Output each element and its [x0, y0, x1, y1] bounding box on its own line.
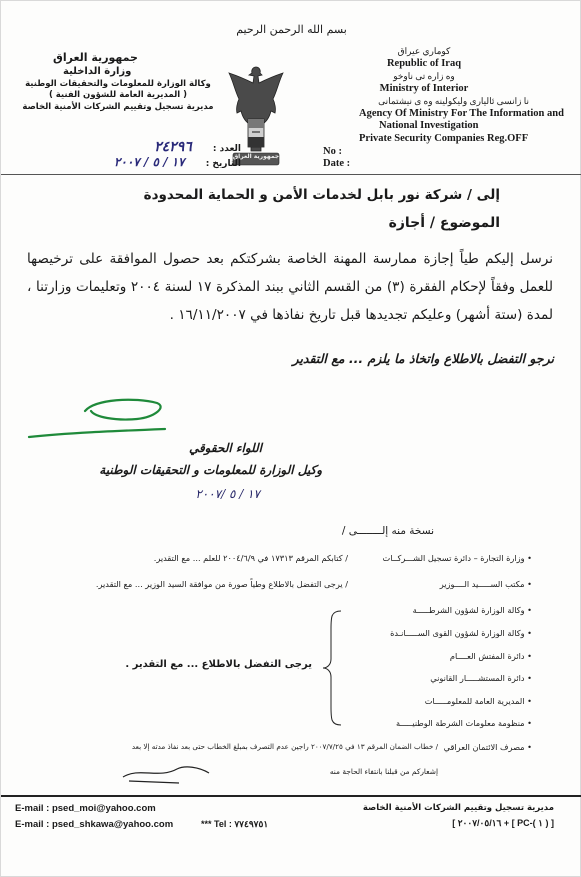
- directorate-en: Private Security Companies Reg.OFF: [359, 132, 529, 144]
- date-value: ١٧ / ٥ / ٢٠٠٧: [113, 155, 185, 169]
- recipient-line: إلى / شركة نور بابل لخدمات الأمن و الحماية المحدودة: [143, 187, 500, 203]
- basmala: بسم الله الرحمن الرحيم: [236, 23, 347, 36]
- agency-en-line2: National Investigation: [379, 120, 479, 131]
- footer-directorate: مديرية تسجيل وتقييم الشركات الأمنية الخاصة: [362, 803, 554, 813]
- dist-item-commerce: • وزارة التجارة – دائرة تسجيل الشـــركــات: [382, 553, 532, 563]
- copy-to-heading: نسخة منه إلــــــــى /: [341, 525, 434, 537]
- email-2: E-mail : psed_shkawa@yahoo.com: [15, 819, 174, 830]
- signer-title: وكيل الوزارة للمعلومات و التحقيقات الوطنية: [99, 463, 322, 477]
- email-1: E-mail : psed_moi@yahoo.com: [15, 803, 156, 814]
- subject-line: الموضوع / أجازة: [388, 215, 500, 231]
- dist-item-national-police-info: • منظومة معلومات الشرطة الوطنيـــــة: [395, 718, 532, 728]
- ministry-en: Ministry of Interior: [379, 82, 469, 94]
- arabic-header: [13, 51, 223, 112]
- closing-line: نرجو التفضل بالاطلاع واتخاذ ما يلزم ... مع التقدير: [292, 351, 554, 366]
- english-header: [359, 45, 569, 145]
- emblem-caption: جمهورية العراق: [232, 153, 280, 160]
- kurdish-ministry: وه زاره تى ناوخو: [393, 71, 455, 81]
- date-row: [13, 155, 241, 169]
- footer-reference: [ ٢٠٠٧/٠٥/١٦ + [ PC-( ١ ) ]: [452, 818, 554, 828]
- country-ar: جمهورية العراق: [53, 51, 138, 64]
- note-group: يرجى التفضل بالاطلاع ... مع التقدير .: [125, 659, 312, 670]
- kurdish-country: كوماري عيراق: [397, 46, 451, 56]
- telephone: *** Tel : ٧٧٤٩٧٥١: [201, 819, 269, 829]
- number-row: [13, 139, 241, 155]
- letter-body: نرسل إليكم طياً إجازة ممارسة المهنة الخاصة بشركتكم بعد حصول الموافقة على ترخيصها للعمل وفقاً لإحكام الفقرة (٣) من القسم الثاني ببند المذكرة ١٧ لسنة ٢٠٠٤ وتعليمات وزارتنا ، لمدة (ستة أشهر) وعليكم تجديدها قبل تاريخ نفاذها في ١٦/١١/٢٠٠٧ .: [27, 251, 553, 323]
- date-label-ar: التاريخ :: [205, 159, 241, 169]
- number-label: العدد :: [212, 144, 241, 154]
- header-divider: [1, 174, 581, 175]
- dist-item-police-affairs: • وكالة الوزارة لشؤون الشرطـــــة: [412, 605, 532, 615]
- note-bank: / خطاب الضمان المرقم ١٣ في ٢٠٠٧/٧/٢٥ راجين عدم التصرف بمبلغ الخطاب حتى بعد نفاذ مدته إلا بعد: [131, 742, 438, 751]
- handwritten-signature: [25, 393, 175, 443]
- note-minister: / يرجى التفضل بالاطلاع وطياً صورة من موافقة السيد الوزير ... مع التقدير.: [95, 579, 348, 589]
- directorate-ar: مديرية تسجيل وتقييم الشركات الأمنية الخاصة: [22, 102, 214, 112]
- signature-date: ١٧ / ٥ /٢٠٠٧: [195, 487, 260, 501]
- agency-en-line1: Agency Of Ministry For The Information and: [359, 107, 564, 119]
- signer-rank: اللواء الحقوقي: [188, 441, 262, 455]
- kurdish-agency: نا زانسى ئاليارى وليكولينه وه ى نيشتمانى: [378, 96, 529, 106]
- group-brace-icon: [321, 609, 343, 727]
- dist-item-inspector-general: • دائرة المفتش العــــام: [449, 651, 532, 661]
- agency-ar: وكالة الوزارة للمعلومات والتحقيقات الوطنية: [25, 79, 211, 89]
- footer-divider: [1, 795, 581, 797]
- general-directorate-ar: ( المديرية العامة للشؤون الفنية ): [48, 90, 188, 100]
- dist-item-support-forces: • وكالة الوزارة لشؤون القوى الســـــانـدة: [390, 628, 532, 638]
- no-label: No :: [323, 146, 342, 157]
- note-bank-line2: إشعاركم من قبلنا بانتفاء الحاجة منه: [329, 767, 438, 776]
- ministry-ar: وزارة الداخلية: [63, 66, 132, 77]
- dist-item-general-intelligence: • المديرية العامة للمعلومـــــات: [424, 696, 532, 706]
- number-value: ٢٤٢٩٦: [154, 139, 192, 155]
- dist-item-legal-advisor: • دائرة المستشـــــار القانوني: [430, 673, 532, 683]
- country-en: Republic of Iraq: [386, 57, 462, 69]
- note-commerce: / كتابكم المرقم ١٧٣١٣ في ٢٠٠٤/٦/٩ للعلم ... مع التقدير.: [153, 553, 348, 563]
- dist-item-minister: • مكتب الســـــيد الــــوزير: [439, 579, 532, 589]
- date-label: Date :: [323, 158, 351, 169]
- dist-item-credit-bank: • مصرف الائتمان العراقي: [443, 742, 532, 752]
- initials-scribble: [119, 761, 215, 785]
